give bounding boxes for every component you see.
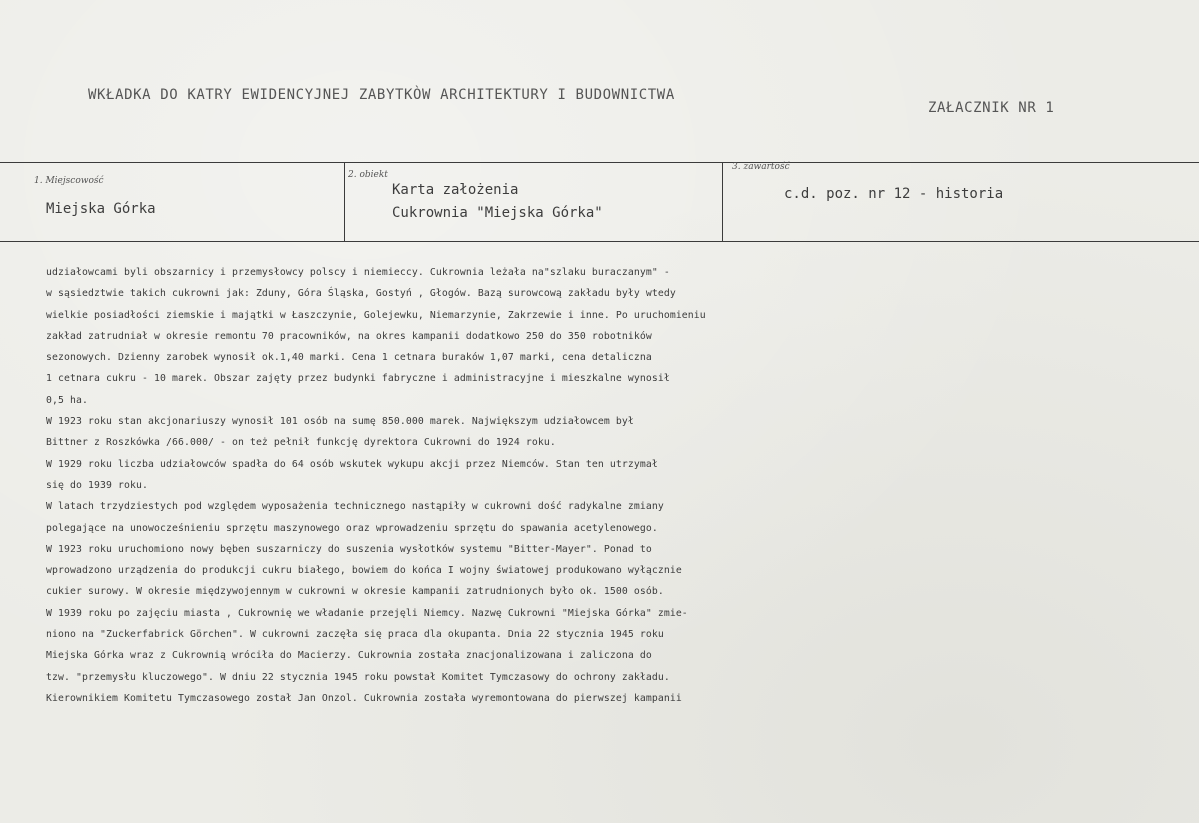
text-line: się do 1939 roku.: [46, 479, 148, 491]
object-value-line2: Cukrownia "Miejska Górka": [392, 205, 603, 221]
text-line: tzw. "przemysłu kluczowego". W dniu 22 stycznia 1945 roku powstał Komitet Tymczasowy do ochrony zakładu.: [46, 671, 670, 683]
text-line: niono na "Zuckerfabrick Görchen". W cukrowni zaczęła się praca dla okupanta. Dnia 22 stycznia 1945 roku: [46, 629, 664, 641]
text-line: wprowadzono urządzenia do produkcji cukru białego, bowiem do końca I wojny światowej produkowano wyłącznie: [46, 565, 682, 577]
text-line: udziałowcami byli obszarnicy i przemysłowcy polscy i niemieccy. Cukrownia leżała na"szlaku buraczanym" -: [46, 267, 670, 278]
object-value-line1: Karta założenia: [392, 182, 519, 198]
text-line: w sąsiedztwie takich cukrowni jak: Zduny, Góra Śląska, Gostyń , Głogów. Bazą surowcową zakładu były wtedy: [46, 288, 676, 300]
text-line: 1 cetnara cukru - 10 marek. Obszar zajęty przez budynki fabryczne i administracyjne i mieszkalne wynosił: [46, 373, 670, 385]
text-line: sezonowych. Dzienny zarobek wynosił ok.1,40 marki. Cena 1 cetnara buraków 1,07 marki, cena detaliczna: [46, 352, 652, 364]
text-line: 0,5 ha.: [46, 394, 88, 406]
document-title: WKŁADKA DO KATRY EWIDENCYJNEJ ZABYTKÒW ARCHITEKTURY I BUDOWNICTWA: [88, 87, 675, 103]
text-line: Miejska Górka wraz z Cukrownią wróciła do Macierzy. Cukrownia została znacjonalizowana i zaliczona do: [46, 650, 652, 662]
annex-number: ZAŁACZNIK NR 1: [928, 100, 1055, 116]
text-line: W latach trzydziestych pod względem wyposażenia technicznego nastąpiły w cukrowni dość radykalne zmiany: [46, 501, 664, 513]
form-divider-1: [344, 162, 345, 242]
locality-value: Miejska Górka: [46, 201, 156, 217]
content-label: 3. zawartość: [732, 162, 790, 172]
text-line: wielkie posiadłości ziemskie i majątki w Łaszczynie, Golejewku, Niemarzynie, Zakrzewie i inne. Po uruchomieniu: [46, 309, 706, 321]
text-line: cukier surowy. W okresie międzywojennym w cukrowni w okresie kampanii zatrudnionych było ok. 1500 osób.: [46, 586, 664, 598]
text-line: Kierownikiem Komitetu Tymczasowego został Jan Onzol. Cukrownia została wyremontowana do pierwszej kampanii: [46, 692, 682, 704]
form-divider-2: [722, 162, 723, 242]
form-bottom-rule: [0, 241, 1199, 242]
text-line: W 1923 roku uruchomiono nowy bęben suszarniczy do suszenia wysłotków systemu "Bitter-Mayer". Ponad to: [46, 543, 652, 555]
text-line: polegające na unowocześnieniu sprzętu maszynowego oraz wprowadzeniu sprzętu do spawania acetylenowego.: [46, 522, 658, 534]
text-line: zakład zatrudniał w okresie remontu 70 pracowników, na okres kampanii dodatkowo 250 do 350 robotników: [46, 330, 652, 342]
locality-label: 1. Miejscowość: [34, 176, 104, 186]
form-top-rule: [0, 162, 1199, 163]
content-value: c.d. poz. nr 12 - historia: [784, 186, 1004, 202]
body-text: [46, 262, 1196, 709]
text-line: W 1929 roku liczba udziałowców spadła do 64 osób wskutek wykupu akcji przez Niemców. Stan ten utrzymał: [46, 458, 658, 470]
text-line: W 1923 roku stan akcjonariuszy wynosił 101 osób na sumę 850.000 marek. Największym udziałowcem był: [46, 416, 634, 428]
text-line: W 1939 roku po zajęciu miasta , Cukrownię we władanie przejęli Niemcy. Nazwę Cukrowni "Miejska Górka" zmie-: [46, 607, 688, 619]
text-line: Bittner z Roszkówka /66.000/ - on też pełnił funkcję dyrektora Cukrowni do 1924 roku.: [46, 437, 556, 449]
object-label: 2. obiekt: [348, 170, 388, 180]
